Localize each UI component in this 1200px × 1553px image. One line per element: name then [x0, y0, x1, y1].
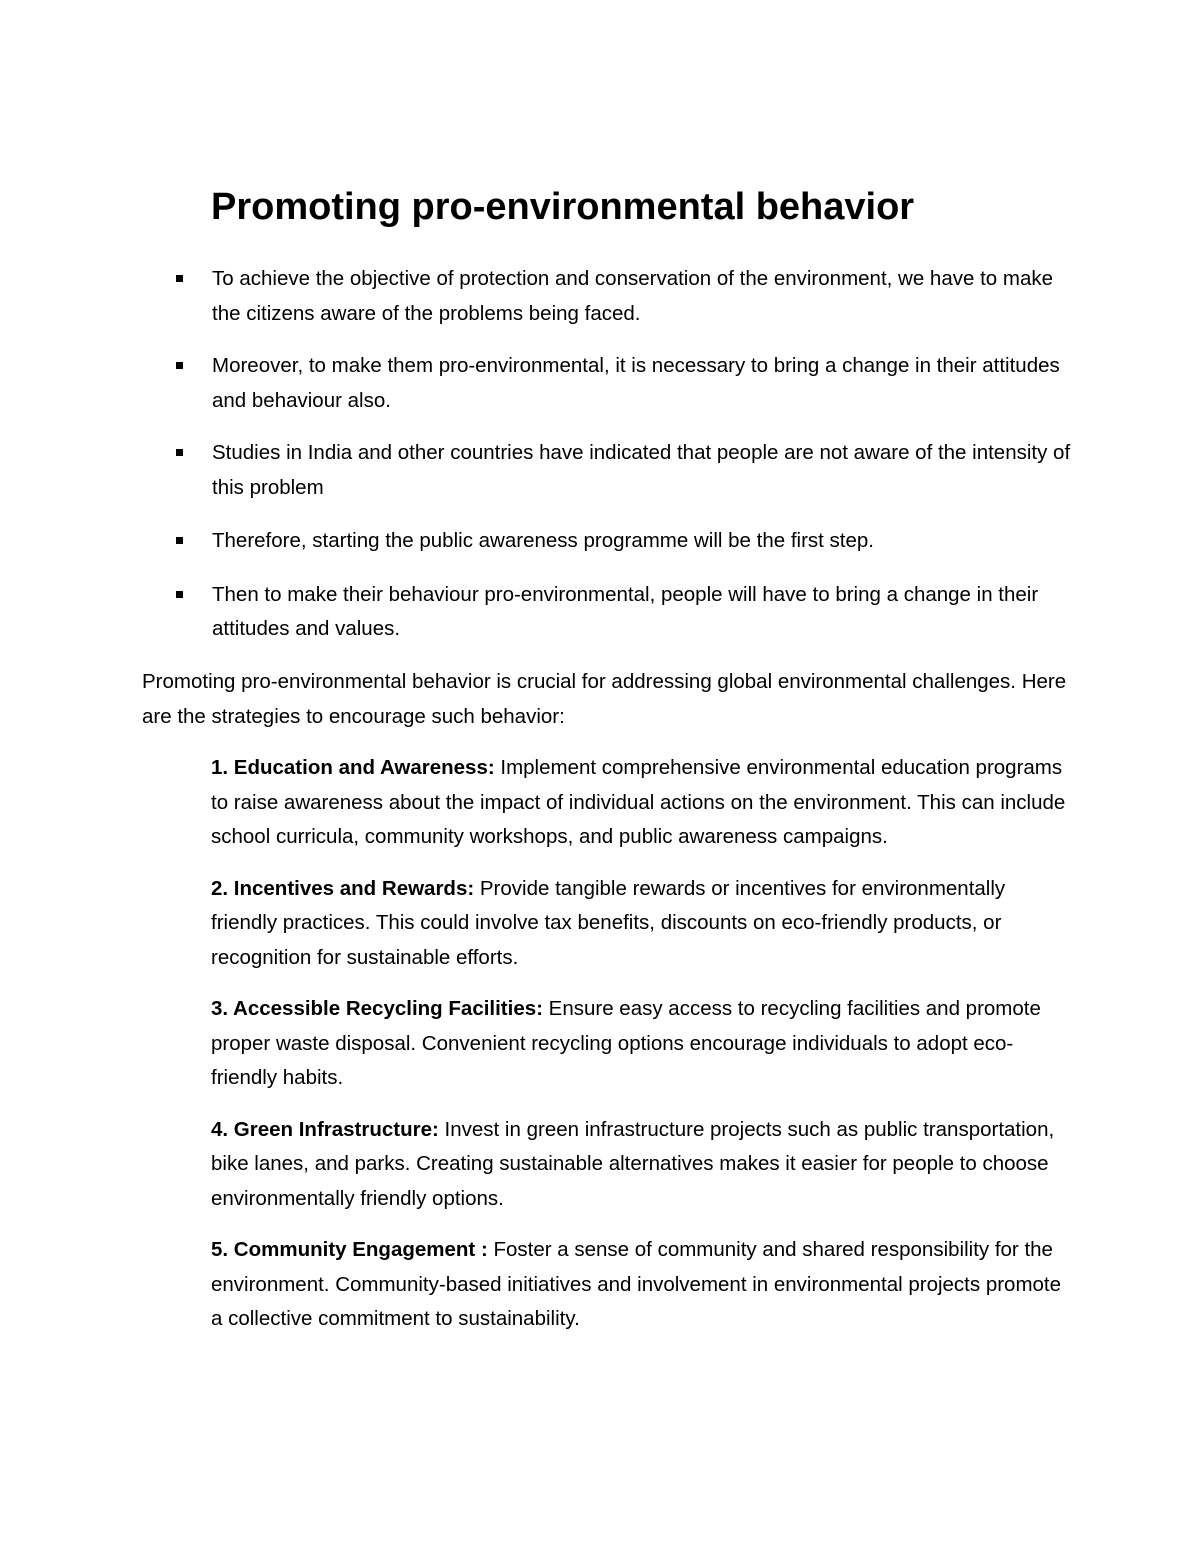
bullet-item	[176, 349, 1076, 418]
strategy-item	[211, 992, 1076, 1096]
strategy-item	[211, 751, 1076, 855]
square-bullet-icon	[176, 449, 183, 456]
bullet-text: Then to make their behaviour pro-environmental, people will have to bring a change in their attitudes and values.	[212, 582, 1039, 640]
strategy-text: Provide tangible rewards or incentives for environmentally friendly practices. This could involve tax benefits, discounts on eco-friendly products, or recognition for sustainable efforts.	[211, 876, 1006, 969]
strategy-text: Ensure easy access to recycling facilities and promote proper waste disposal. Convenient recycling options encourage individuals to adopt eco-friendly habits.	[211, 997, 1041, 1089]
strategy-heading: 1. Education and Awareness:	[211, 756, 501, 779]
square-bullet-icon	[176, 275, 183, 282]
strategy-item	[211, 872, 1076, 976]
square-bullet-icon	[176, 591, 183, 598]
strategy-text: Foster a sense of community and shared responsibility for the environment. Community-based initiatives and involvement in environmental projects promote a collective commitment to sustainability.	[211, 1238, 1062, 1330]
bullet-item	[176, 578, 1076, 647]
page-title: Promoting pro-environmental behavior	[211, 186, 915, 228]
bullet-item	[176, 436, 1076, 505]
strategy-item	[211, 1233, 1076, 1337]
intro-paragraph: Promoting pro-environmental behavior is crucial for addressing global environmental challenges. Here are the strategies to encourage such behavior:	[142, 670, 1067, 728]
strategy-item	[211, 1113, 1076, 1217]
bullet-text: Studies in India and other countries have indicated that people are not aware of the intensity of this problem	[212, 441, 1071, 499]
bullet-item	[176, 524, 1076, 559]
strategy-heading: 2. Incentives and Rewards:	[211, 876, 480, 900]
strategy-text: Invest in green infrastructure projects such as public transportation, bike lanes, and parks. Creating sustainable alternatives makes it easier for people to choose environmentally friendly options.	[211, 1117, 1055, 1210]
strategy-heading: 4. Green Infrastructure:	[211, 1117, 445, 1141]
bullet-list	[176, 262, 1076, 665]
strategy-heading: 5. Community Engagement :	[211, 1238, 494, 1261]
strategy-text: Implement comprehensive environmental education programs to raise awareness about the impact of individual actions on the environment. This can include school curricula, community workshops, and public awareness campaigns.	[211, 756, 1066, 848]
strategy-list	[211, 751, 1076, 1354]
square-bullet-icon	[176, 537, 183, 544]
bullet-item	[176, 262, 1076, 331]
bullet-text: Moreover, to make them pro-environmental, it is necessary to bring a change in their attitudes and behaviour also.	[212, 354, 1060, 412]
strategy-heading: 3. Accessible Recycling Facilities:	[211, 997, 549, 1020]
bullet-text: Therefore, starting the public awareness programme will be the first step.	[212, 529, 874, 552]
bullet-text: To achieve the objective of protection and conservation of the environment, we have to make the citizens aware of the problems being faced.	[212, 267, 1054, 325]
square-bullet-icon	[176, 362, 183, 369]
